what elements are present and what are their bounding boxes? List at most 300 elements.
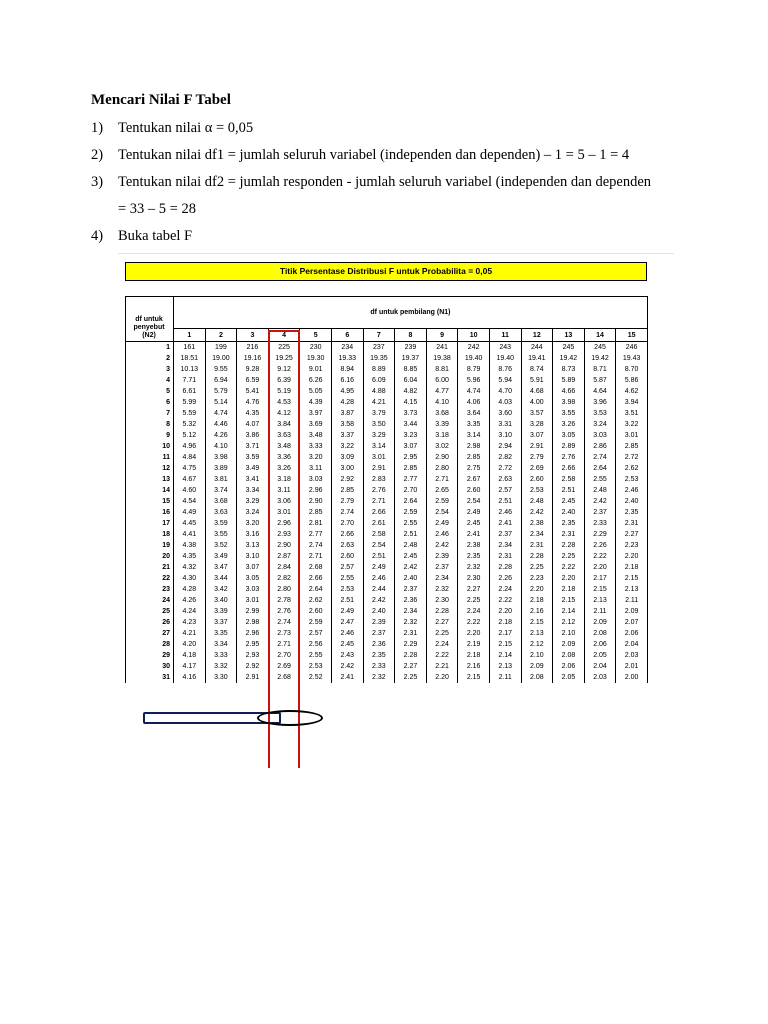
table-cell: 2.33	[363, 661, 395, 672]
table-row	[126, 463, 648, 474]
row-header: 17	[126, 518, 174, 529]
table-cell: 3.42	[205, 584, 237, 595]
table-cell: 5.89	[553, 375, 585, 386]
table-cell: 2.09	[521, 661, 553, 672]
table-cell: 3.16	[237, 529, 269, 540]
table-cell: 5.05	[300, 386, 332, 397]
table-cell: 2.54	[426, 507, 458, 518]
table-cell: 4.82	[395, 386, 427, 397]
table-cell: 2.27	[616, 529, 648, 540]
table-row	[126, 529, 648, 540]
table-cell: 3.49	[237, 463, 269, 474]
table-cell: 3.58	[331, 419, 363, 430]
table-cell: 2.85	[300, 507, 332, 518]
table-row	[126, 606, 648, 617]
table-cell: 2.15	[553, 595, 585, 606]
table-cell: 3.97	[300, 408, 332, 419]
table-cell: 3.63	[268, 430, 300, 441]
table-cell: 3.18	[268, 474, 300, 485]
table-cell: 2.55	[300, 650, 332, 661]
table-cell: 3.01	[268, 507, 300, 518]
table-cell: 2.95	[395, 452, 427, 463]
table-cell: 2.08	[553, 650, 585, 661]
table-cell: 2.10	[553, 628, 585, 639]
table-cell: 3.26	[268, 463, 300, 474]
table-cell: 5.14	[205, 397, 237, 408]
column-number-row	[126, 329, 648, 342]
table-cell: 2.13	[489, 661, 521, 672]
table-cell: 2.18	[616, 562, 648, 573]
table-cell: 2.22	[426, 650, 458, 661]
table-cell: 2.94	[489, 441, 521, 452]
table-cell: 2.93	[268, 529, 300, 540]
table-cell: 2.49	[331, 606, 363, 617]
table-cell: 4.62	[616, 386, 648, 397]
table-cell: 2.70	[331, 518, 363, 529]
table-cell: 2.31	[489, 551, 521, 562]
table-cell: 3.53	[584, 408, 616, 419]
table-cell: 3.52	[205, 540, 237, 551]
row-header: 31	[126, 672, 174, 683]
table-cell: 2.41	[458, 529, 490, 540]
step-2	[91, 147, 629, 164]
table-cell: 2.98	[458, 441, 490, 452]
table-cell: 5.96	[458, 375, 490, 386]
table-cell: 2.71	[426, 474, 458, 485]
table-cell: 2.54	[363, 540, 395, 551]
table-cell: 2.79	[521, 452, 553, 463]
table-cell: 8.81	[426, 364, 458, 375]
table-cell: 6.94	[205, 375, 237, 386]
row-header: 13	[126, 474, 174, 485]
table-cell: 2.03	[616, 650, 648, 661]
table-cell: 2.99	[237, 606, 269, 617]
table-cell: 2.47	[331, 617, 363, 628]
table-cell: 3.20	[300, 452, 332, 463]
table-title-bar: Titik Persentase Distribusi F untuk Probabilita = 0,05	[125, 262, 647, 281]
table-cell: 2.53	[521, 485, 553, 496]
table-cell: 2.49	[458, 507, 490, 518]
table-cell: 2.63	[489, 474, 521, 485]
table-cell: 3.35	[205, 628, 237, 639]
table-cell: 2.18	[553, 584, 585, 595]
table-cell: 3.10	[489, 430, 521, 441]
table-cell: 2.93	[237, 650, 269, 661]
table-cell: 2.45	[458, 518, 490, 529]
table-cell: 246	[616, 342, 648, 354]
table-cell: 2.36	[363, 639, 395, 650]
row-header: 28	[126, 639, 174, 650]
column-header: 15	[616, 329, 648, 342]
table-cell: 2.77	[395, 474, 427, 485]
table-cell: 3.14	[363, 441, 395, 452]
table-cell: 4.39	[300, 397, 332, 408]
table-cell: 2.01	[616, 661, 648, 672]
table-cell: 3.32	[205, 661, 237, 672]
table-cell: 5.41	[237, 386, 269, 397]
table-cell: 9.55	[205, 364, 237, 375]
table-cell: 2.31	[521, 540, 553, 551]
table-cell: 4.54	[174, 496, 206, 507]
table-cell: 2.26	[489, 573, 521, 584]
table-cell: 6.16	[331, 375, 363, 386]
table-cell: 3.41	[237, 474, 269, 485]
row-header: 3	[126, 364, 174, 375]
table-cell: 2.05	[553, 672, 585, 683]
table-cell: 2.20	[584, 562, 616, 573]
table-cell: 2.63	[331, 540, 363, 551]
table-row	[126, 562, 648, 573]
table-cell: 18.51	[174, 353, 206, 364]
table-cell: 4.46	[205, 419, 237, 430]
table-cell: 2.09	[584, 617, 616, 628]
table-cell: 3.74	[205, 485, 237, 496]
table-cell: 2.11	[489, 672, 521, 683]
step-text: Buka tabel F	[118, 228, 193, 244]
table-cell: 3.18	[426, 430, 458, 441]
table-cell: 6.39	[268, 375, 300, 386]
table-cell: 8.79	[458, 364, 490, 375]
table-cell: 2.75	[458, 463, 490, 474]
table-cell: 3.09	[331, 452, 363, 463]
table-cell: 6.00	[426, 375, 458, 386]
table-cell: 2.70	[395, 485, 427, 496]
table-cell: 4.28	[331, 397, 363, 408]
table-cell: 2.34	[395, 606, 427, 617]
table-row	[126, 584, 648, 595]
table-cell: 3.10	[237, 551, 269, 562]
table-cell: 2.65	[426, 485, 458, 496]
table-cell: 2.31	[395, 628, 427, 639]
row-header: 19	[126, 540, 174, 551]
table-cell: 2.29	[395, 639, 427, 650]
table-cell: 8.70	[616, 364, 648, 375]
n1-header-label: df untuk pembilang (N1)	[174, 297, 648, 329]
table-cell: 3.11	[268, 485, 300, 496]
table-cell: 4.60	[174, 485, 206, 496]
table-cell: 9.01	[300, 364, 332, 375]
table-cell: 2.82	[489, 452, 521, 463]
table-cell: 239	[395, 342, 427, 354]
table-cell: 2.38	[458, 540, 490, 551]
table-cell: 245	[553, 342, 585, 354]
row-header: 2	[126, 353, 174, 364]
table-row	[126, 397, 648, 408]
table-cell: 4.30	[174, 573, 206, 584]
table-cell: 2.42	[363, 595, 395, 606]
table-cell: 2.48	[584, 485, 616, 496]
table-cell: 19.16	[237, 353, 269, 364]
table-cell: 6.04	[395, 375, 427, 386]
table-cell: 2.96	[268, 518, 300, 529]
table-cell: 2.70	[268, 650, 300, 661]
table-cell: 2.13	[616, 584, 648, 595]
table-cell: 4.10	[426, 397, 458, 408]
table-cell: 4.21	[174, 628, 206, 639]
n2-label-line: df untuk	[135, 316, 163, 323]
table-cell: 2.25	[553, 551, 585, 562]
table-cell: 5.59	[174, 408, 206, 419]
table-cell: 2.46	[616, 485, 648, 496]
step-number: 1)	[91, 120, 104, 136]
table-cell: 3.73	[395, 408, 427, 419]
table-cell: 4.49	[174, 507, 206, 518]
table-cell: 4.53	[268, 397, 300, 408]
table-cell: 4.32	[174, 562, 206, 573]
row-header: 4	[126, 375, 174, 386]
table-cell: 4.70	[489, 386, 521, 397]
table-cell: 3.05	[237, 573, 269, 584]
table-cell: 2.52	[300, 672, 332, 683]
table-cell: 3.84	[268, 419, 300, 430]
table-cell: 2.62	[300, 595, 332, 606]
table-cell: 5.86	[616, 375, 648, 386]
table-cell: 2.12	[553, 617, 585, 628]
table-cell: 3.01	[237, 595, 269, 606]
table-cell: 3.49	[205, 551, 237, 562]
table-cell: 2.16	[521, 606, 553, 617]
table-cell: 3.55	[553, 408, 585, 419]
table-cell: 2.76	[268, 606, 300, 617]
table-cell: 8.71	[584, 364, 616, 375]
table-cell: 2.91	[521, 441, 553, 452]
table-cell: 2.40	[363, 606, 395, 617]
table-cell: 2.30	[458, 573, 490, 584]
table-cell: 3.33	[300, 441, 332, 452]
table-cell: 19.41	[521, 353, 553, 364]
table-cell: 3.51	[616, 408, 648, 419]
table-cell: 5.94	[489, 375, 521, 386]
table-cell: 2.54	[458, 496, 490, 507]
column-header: 9	[426, 329, 458, 342]
table-row	[126, 507, 648, 518]
table-cell: 3.14	[458, 430, 490, 441]
table-cell: 2.42	[395, 562, 427, 573]
row-header: 1	[126, 342, 174, 354]
table-cell: 3.39	[426, 419, 458, 430]
table-cell: 2.23	[616, 540, 648, 551]
table-cell: 3.68	[426, 408, 458, 419]
table-cell: 5.79	[205, 386, 237, 397]
table-cell: 2.55	[395, 518, 427, 529]
table-cell: 2.42	[426, 540, 458, 551]
table-cell: 3.29	[363, 430, 395, 441]
table-cell: 2.19	[458, 639, 490, 650]
column-header: 1	[174, 329, 206, 342]
table-cell: 2.35	[553, 518, 585, 529]
table-cell: 2.51	[363, 551, 395, 562]
table-cell: 2.64	[395, 496, 427, 507]
row-header: 20	[126, 551, 174, 562]
table-cell: 8.85	[395, 364, 427, 375]
table-cell: 3.98	[553, 397, 585, 408]
table-cell: 2.96	[300, 485, 332, 496]
table-cell: 2.91	[237, 672, 269, 683]
table-cell: 2.32	[395, 617, 427, 628]
row-header: 25	[126, 606, 174, 617]
table-cell: 8.94	[331, 364, 363, 375]
table-cell: 2.60	[331, 551, 363, 562]
table-cell: 2.95	[237, 639, 269, 650]
row-header: 8	[126, 419, 174, 430]
table-cell: 4.75	[174, 463, 206, 474]
table-cell: 2.76	[553, 452, 585, 463]
table-cell: 3.28	[521, 419, 553, 430]
table-cell: 3.20	[237, 518, 269, 529]
table-cell: 2.04	[584, 661, 616, 672]
table-cell: 3.07	[237, 562, 269, 573]
table-row	[126, 474, 648, 485]
table-cell: 2.71	[268, 639, 300, 650]
table-cell: 2.92	[237, 661, 269, 672]
table-cell: 8.76	[489, 364, 521, 375]
table-cell: 19.35	[363, 353, 395, 364]
table-cell: 2.77	[300, 529, 332, 540]
table-cell: 2.76	[363, 485, 395, 496]
step-number: 3)	[91, 174, 104, 190]
table-cell: 3.05	[553, 430, 585, 441]
f-table-container	[125, 296, 647, 768]
n2-label-line: (N2)	[142, 332, 156, 339]
table-cell: 2.55	[584, 474, 616, 485]
table-cell: 2.30	[426, 595, 458, 606]
table-cell: 2.80	[268, 584, 300, 595]
column-header: 2	[205, 329, 237, 342]
table-cell: 3.96	[584, 397, 616, 408]
table-cell: 4.35	[174, 551, 206, 562]
table-cell: 2.69	[521, 463, 553, 474]
table-cell: 2.23	[521, 573, 553, 584]
table-cell: 2.53	[331, 584, 363, 595]
table-cell: 2.60	[300, 606, 332, 617]
table-cell: 3.69	[300, 419, 332, 430]
table-cell: 2.20	[489, 606, 521, 617]
table-cell: 2.32	[458, 562, 490, 573]
table-cell: 2.36	[395, 595, 427, 606]
table-cell: 19.00	[205, 353, 237, 364]
table-cell: 2.11	[584, 606, 616, 617]
table-cell: 2.45	[395, 551, 427, 562]
table-cell: 2.24	[489, 584, 521, 595]
table-cell: 2.39	[363, 617, 395, 628]
table-cell: 2.68	[268, 672, 300, 683]
table-cell: 2.56	[300, 639, 332, 650]
table-cell: 2.87	[268, 551, 300, 562]
table-row	[126, 573, 648, 584]
table-cell: 216	[237, 342, 269, 354]
table-cell: 2.51	[489, 496, 521, 507]
table-cell: 2.51	[331, 595, 363, 606]
table-row	[126, 617, 648, 628]
table-cell: 2.34	[521, 529, 553, 540]
table-cell: 3.94	[616, 397, 648, 408]
table-cell: 5.87	[584, 375, 616, 386]
table-cell: 2.51	[553, 485, 585, 496]
table-cell: 2.00	[616, 672, 648, 683]
table-cell: 19.37	[395, 353, 427, 364]
table-cell: 2.78	[268, 595, 300, 606]
table-cell: 2.82	[268, 573, 300, 584]
table-cell: 3.64	[458, 408, 490, 419]
table-cell: 2.16	[458, 661, 490, 672]
table-row	[126, 518, 648, 529]
table-cell: 10.13	[174, 364, 206, 375]
n2-header-label	[125, 316, 173, 340]
table-cell: 2.49	[426, 518, 458, 529]
table-cell: 161	[174, 342, 206, 354]
table-cell: 4.41	[174, 529, 206, 540]
table-row	[126, 650, 648, 661]
table-cell: 3.37	[331, 430, 363, 441]
table-row	[126, 441, 648, 452]
table-cell: 4.76	[237, 397, 269, 408]
table-cell: 2.18	[521, 595, 553, 606]
table-cell: 5.91	[521, 375, 553, 386]
table-cell: 2.40	[553, 507, 585, 518]
table-cell: 19.42	[553, 353, 585, 364]
table-row	[126, 364, 648, 375]
row-header: 24	[126, 595, 174, 606]
table-cell: 2.96	[237, 628, 269, 639]
table-cell: 2.24	[458, 606, 490, 617]
table-cell: 2.22	[458, 617, 490, 628]
step-3	[91, 174, 651, 191]
table-row	[126, 639, 648, 650]
table-cell: 2.59	[395, 507, 427, 518]
table-cell: 4.26	[205, 430, 237, 441]
table-cell: 243	[489, 342, 521, 354]
table-row	[126, 628, 648, 639]
column-header: 14	[584, 329, 616, 342]
table-cell: 3.86	[237, 430, 269, 441]
table-row	[126, 672, 648, 683]
table-cell: 245	[584, 342, 616, 354]
table-cell: 6.26	[300, 375, 332, 386]
table-cell: 3.31	[489, 419, 521, 430]
table-cell: 4.84	[174, 452, 206, 463]
table-cell: 3.34	[205, 639, 237, 650]
table-cell: 2.58	[553, 474, 585, 485]
table-row	[126, 540, 648, 551]
table-cell: 4.24	[174, 606, 206, 617]
table-cell: 2.28	[489, 562, 521, 573]
f-distribution-table	[125, 296, 648, 683]
table-cell: 2.90	[426, 452, 458, 463]
table-cell: 4.38	[174, 540, 206, 551]
table-cell: 2.40	[395, 573, 427, 584]
table-cell: 4.07	[237, 419, 269, 430]
table-cell: 2.55	[331, 573, 363, 584]
table-cell: 3.01	[616, 430, 648, 441]
table-cell: 2.64	[584, 463, 616, 474]
table-cell: 2.60	[521, 474, 553, 485]
table-cell: 2.35	[363, 650, 395, 661]
step-4	[91, 228, 192, 245]
table-cell: 2.31	[616, 518, 648, 529]
table-cell: 2.79	[331, 496, 363, 507]
table-cell: 2.34	[489, 540, 521, 551]
table-cell: 3.57	[521, 408, 553, 419]
table-cell: 2.85	[458, 452, 490, 463]
table-cell: 2.05	[584, 650, 616, 661]
table-cell: 3.06	[268, 496, 300, 507]
table-cell: 3.87	[331, 408, 363, 419]
table-cell: 2.06	[553, 661, 585, 672]
table-cell: 3.00	[331, 463, 363, 474]
table-cell: 2.86	[584, 441, 616, 452]
table-cell: 234	[331, 342, 363, 354]
row-header: 18	[126, 529, 174, 540]
